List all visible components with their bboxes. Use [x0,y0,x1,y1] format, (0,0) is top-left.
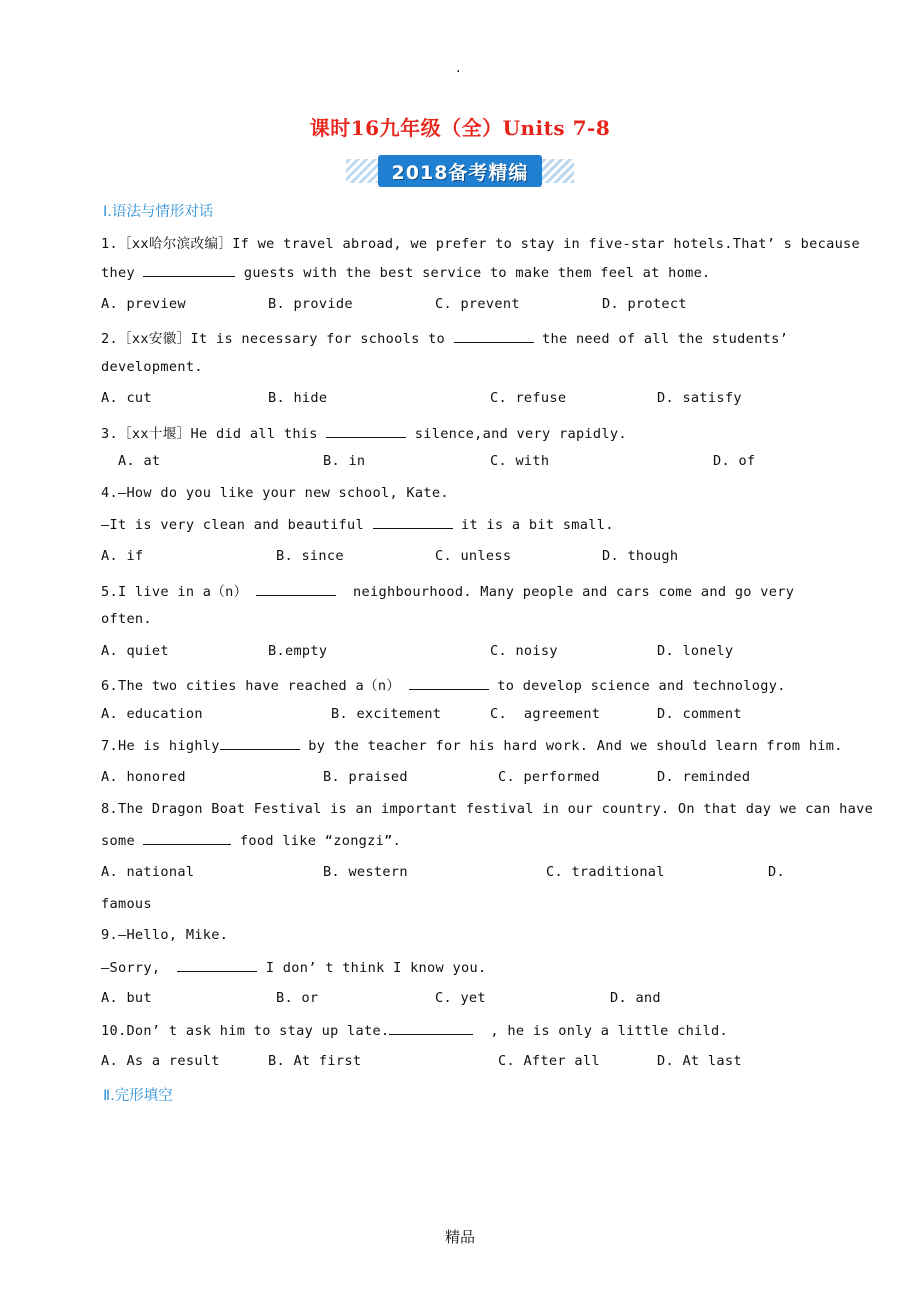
q2-option-c: C. refuse [490,390,567,406]
q2-line2: development. [101,359,203,375]
q2-option-b: B. hide [268,390,328,406]
q10-line1 [101,1022,728,1039]
q2-text-after-blank: the need of all the students’ [533,331,789,347]
q4-text-after-blank: it is a bit small. [452,517,614,533]
q6-blank [409,677,489,690]
q5-option-a: A. quiet [101,643,169,659]
q7-option-a: A. honored [101,769,186,785]
q7-option-d: D. reminded [657,769,751,785]
q7-text-after-blank: by the teacher for his hard work. And we should learn from him. [299,738,843,754]
q9-option-d: D. and [610,990,661,1006]
q5-option-c: C. noisy [490,643,558,659]
q3-option-c: C. with [490,453,550,469]
q4-option-b: B. since [276,548,344,564]
q6-line1 [101,674,786,694]
q6-option-a: A. education [101,706,203,722]
q7-option-c: C. performed [498,769,600,785]
q4-line2 [101,516,614,533]
banner-text: 2018备考精编 [391,161,529,184]
q3-option-a: A. at [118,453,161,469]
q8-option-a: A. national [101,864,195,880]
q4-blank [373,516,453,529]
q5-text-after-blank: neighbourhood. Many people and cars come and go very [336,584,795,600]
q1-option-c: C. prevent [435,296,520,312]
q1-blank [143,264,235,277]
q10-text-after-blank: , he is only a little child. [473,1023,728,1039]
q4-option-a: A. if [101,548,144,564]
q8-line2 [101,832,401,849]
q9-option-c: C. yet [435,990,486,1006]
section-title-1: Ⅰ.语法与情形对话 [103,204,214,220]
q7-text-before-blank: 7.He is highly [101,738,220,754]
q3-option-b: B. in [323,453,366,469]
q9-blank [177,959,257,972]
q8-text-after-blank: food like “zongzi”. [231,833,402,849]
q6-text-before-blank: 6.The two cities have reached a（n） [101,678,409,694]
q8-line1: 8.The Dragon Boat Festival is an important festival in our country. On that day we can have [101,801,874,817]
q3-line1 [101,422,627,442]
q9-text-after-blank: I don’ t think I know you. [257,960,487,976]
q8-option-c: C. traditional [546,864,665,880]
q10-option-d: D. At last [657,1053,742,1069]
q1-option-d: D. protect [602,296,687,312]
q8-text-before-blank: some [101,833,144,849]
q1-line1: 1.［xx哈尔滨改编］If we travel abroad, we prefer to stay in five-star hotels.That’ s because [101,236,861,252]
q8-blank [143,832,231,845]
q1-option-a: A. preview [101,296,186,312]
q9-text-before-blank: —Sorry, [101,960,178,976]
q8-option-d-text: famous [101,896,152,912]
q4-line1: 4.—How do you like your new school, Kate. [101,485,449,501]
q6-option-d: D. comment [657,706,742,722]
page-title: 课时16九年级（全）Units 7-8 [309,116,611,140]
q1-text-before-blank: they [101,265,144,281]
q7-blank [220,737,300,750]
q10-option-b: B. At first [268,1053,362,1069]
q10-text-before-blank: 10.Don’ t ask him to stay up late. [101,1023,390,1039]
q9-option-a: A. but [101,990,152,1006]
q10-option-a: A. As a result [101,1053,220,1069]
q7-option-b: B. praised [323,769,408,785]
q5-option-b: B.empty [268,643,328,659]
footer-text: 精品 [444,1228,475,1246]
banner-box [378,155,542,187]
q2-text-before-blank: 2.［xx安徽］It is necessary for schools to [101,331,454,347]
q8-option-b: B. western [323,864,408,880]
q6-text-after-blank: to develop science and technology. [488,678,786,694]
q4-option-d: D. though [602,548,679,564]
q2-blank [454,330,534,343]
q2-option-d: D. satisfy [657,390,742,406]
q5-line1 [101,580,794,600]
q9-line1: 9.—Hello, Mike. [101,927,229,943]
q1-option-b: B. provide [268,296,353,312]
q5-text-before-blank: 5.I live in a（n） [101,584,257,600]
q6-option-b: B. excitement [331,706,442,722]
q5-blank [256,583,336,596]
q2-option-a: A. cut [101,390,152,406]
q10-blank [389,1022,473,1035]
q9-option-b: B. or [276,990,319,1006]
header-dot: . [456,60,461,76]
q2-line1 [101,327,788,347]
q1-line2 [101,264,711,281]
banner [346,155,574,187]
q9-line2 [101,959,486,976]
q5-option-d: D. lonely [657,643,734,659]
q3-text-before-blank: 3.［xx十堰］He did all this [101,426,327,442]
q3-blank [326,425,406,438]
section-title-2: Ⅱ.完形填空 [103,1088,173,1104]
q3-text-after-blank: silence,and very rapidly. [406,426,627,442]
q3-option-d: D. of [713,453,756,469]
q4-option-c: C. unless [435,548,512,564]
q1-text-after-blank: guests with the best service to make them feel at home. [235,265,711,281]
q7-line1 [101,737,843,754]
q4-text-before-blank: —It is very clean and beautiful [101,517,373,533]
q8-option-d-letter: D. [768,864,785,880]
q10-option-c: C. After all [498,1053,600,1069]
q5-line2: often. [101,611,152,627]
q6-option-c: C. agreement [490,706,601,722]
